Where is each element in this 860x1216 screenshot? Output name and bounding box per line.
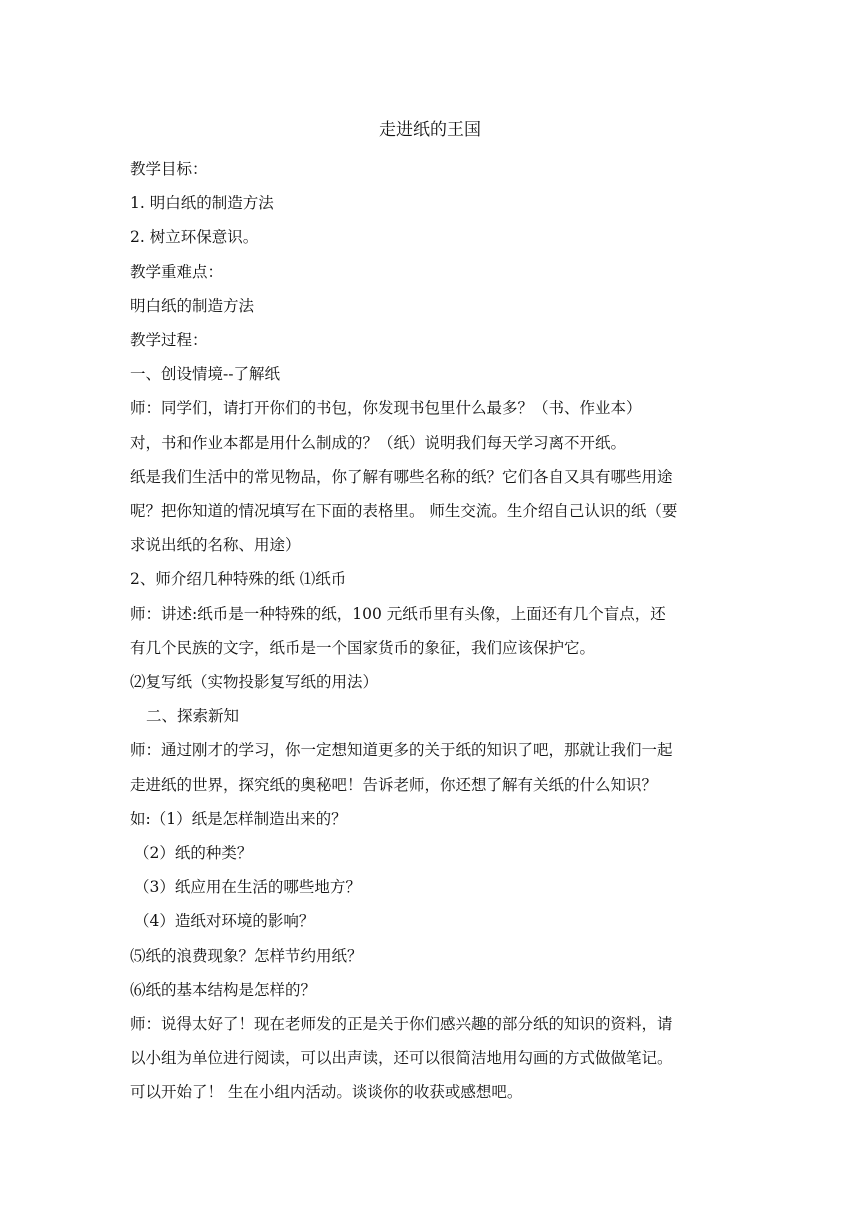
document-title: 走进纸的王国	[379, 120, 481, 140]
paragraph-line: 师：同学们，请打开你们的书包，你发现书包里什么最多？（书、作业本）	[130, 399, 642, 418]
paragraph-line: 走进纸的世界，探究纸的奥秘吧！告诉老师，你还想了解有关纸的什么知识？	[130, 775, 658, 794]
paragraph-line: 对，书和作业本都是用什么制成的？（纸）说明我们每天学习离不开纸。	[130, 433, 627, 452]
objective-2: 2. 树立环保意识。	[130, 228, 259, 247]
question-item: ⑸纸的浪费现象？怎样节约用纸？	[130, 946, 363, 965]
paragraph-line: 师：讲述:纸币是一种特殊的纸，100 元纸币里有头像，上面还有几个盲点，还	[130, 604, 666, 623]
paragraph-line: 求说出纸的名称、用途）	[130, 536, 301, 555]
section-2-heading: 二、探索新知	[146, 707, 240, 726]
paragraph-line: 呢？把你知道的情况填写在下面的表格里。 师生交流。生介绍自己认识的纸（要	[130, 502, 678, 521]
question-item: （4）造纸对环境的影响？	[134, 912, 315, 931]
paragraph-line: 师：说得太好了！现在老师发的正是关于你们感兴趣的部分纸的知识的资料，请	[130, 1015, 673, 1034]
section-1-heading: 一、创设情境--了解纸	[130, 365, 280, 384]
paragraph-line: 以小组为单位进行阅读，可以出声读，还可以很简洁地用勾画的方式做做笔记。	[130, 1049, 673, 1068]
document-body	[130, 152, 736, 1110]
question-item: （2）纸的种类？	[134, 844, 253, 863]
paragraph-line: 2、师介绍几种特殊的纸 ⑴纸币	[130, 570, 347, 589]
paragraph-line: ⑵复写纸（实物投影复写纸的用法）	[130, 673, 379, 692]
paragraph-line: 有几个民族的文字，纸币是一个国家货币的象征，我们应该保护它。	[130, 638, 596, 657]
objective-1: 1. 明白纸的制造方法	[130, 194, 274, 213]
heading-key-points: 教学重难点：	[130, 262, 224, 281]
question-item: ⑹纸的基本结构是怎样的？	[130, 980, 317, 999]
paragraph-line: 可以开始了！ 生在小组内活动。谈谈你的收获或感想吧。	[130, 1083, 523, 1102]
key-point-text: 明白纸的制造方法	[130, 296, 255, 315]
paragraph-line: 纸是我们生活中的常见物品，你了解有哪些名称的纸？它们各自又具有哪些用途	[130, 467, 673, 486]
heading-objectives: 教学目标：	[130, 160, 208, 178]
paragraph-line: 师：通过刚才的学习，你一定想知道更多的关于纸的知识了吧，那就让我们一起	[130, 741, 673, 760]
question-item: （3）纸应用在生活的哪些地方？	[134, 878, 361, 897]
heading-process: 教学过程：	[130, 331, 208, 350]
question-item: 如:（1）纸是怎样制造出来的？	[130, 809, 347, 828]
